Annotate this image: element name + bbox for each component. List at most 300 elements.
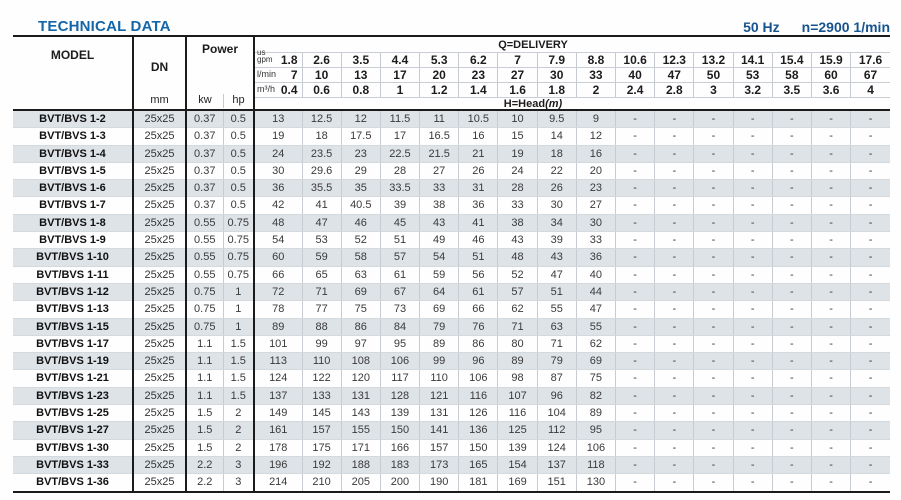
table-row bbox=[13, 422, 890, 439]
head-value-cell: 112 bbox=[537, 422, 576, 439]
head-value-cell: 171 bbox=[341, 439, 380, 456]
head-value-cell: 139 bbox=[498, 439, 537, 456]
head-value-cell: - bbox=[772, 110, 811, 128]
head-value-cell: 63 bbox=[341, 266, 380, 283]
head-value-cell: 12 bbox=[341, 110, 380, 128]
head-value-cell: - bbox=[772, 422, 811, 439]
head-unit-label: (m) bbox=[545, 97, 563, 110]
model-cell: BVT/BVS 1-36 bbox=[13, 474, 133, 492]
head-value-cell: - bbox=[811, 162, 850, 179]
head-value-cell: 34 bbox=[537, 214, 576, 231]
kw-cell: 0.55 bbox=[186, 232, 223, 249]
page-title: TECHNICAL DATA bbox=[38, 18, 171, 35]
head-value-cell: 39 bbox=[537, 232, 576, 249]
head-value-cell: - bbox=[694, 232, 733, 249]
table-row bbox=[13, 283, 890, 300]
head-value-cell: 9 bbox=[576, 110, 615, 128]
dn-cell: 25x25 bbox=[133, 301, 186, 318]
dn-cell: 25x25 bbox=[133, 318, 186, 335]
head-value-cell: 141 bbox=[420, 422, 459, 439]
head-value-cell: - bbox=[851, 128, 890, 145]
head-value-cell: 24 bbox=[254, 145, 302, 162]
model-cell: BVT/BVS 1-3 bbox=[13, 128, 133, 145]
head-value-cell: 43 bbox=[420, 214, 459, 231]
head-value-cell: 124 bbox=[537, 439, 576, 456]
hp-cell: 2 bbox=[223, 439, 254, 456]
head-value-cell: 10.5 bbox=[459, 110, 498, 128]
head-value-cell: 175 bbox=[302, 439, 341, 456]
model-cell: BVT/BVS 1-12 bbox=[13, 283, 133, 300]
head-value-cell: 47 bbox=[576, 301, 615, 318]
head-value-cell: - bbox=[811, 301, 850, 318]
head-value-cell: 61 bbox=[380, 266, 419, 283]
head-value-cell: - bbox=[733, 474, 772, 492]
flow-value: 3.5 bbox=[341, 52, 380, 67]
flow-value: 58 bbox=[772, 67, 811, 82]
head-value-cell: - bbox=[772, 353, 811, 370]
head-value-cell: - bbox=[772, 439, 811, 456]
head-value-cell: 13 bbox=[254, 110, 302, 128]
head-value-cell: 143 bbox=[341, 405, 380, 422]
head-value-cell: 55 bbox=[537, 301, 576, 318]
model-cell: BVT/BVS 1-19 bbox=[13, 353, 133, 370]
kw-cell: 1.5 bbox=[186, 439, 223, 456]
head-value-cell: 173 bbox=[420, 456, 459, 473]
head-value-cell: 78 bbox=[254, 301, 302, 318]
model-cell: BVT/BVS 1-4 bbox=[13, 145, 133, 162]
head-value-cell: 71 bbox=[498, 318, 537, 335]
kw-cell: 0.37 bbox=[186, 180, 223, 197]
dn-cell: 25x25 bbox=[133, 353, 186, 370]
head-value-cell: 66 bbox=[254, 266, 302, 283]
head-value-cell: 23 bbox=[576, 180, 615, 197]
head-value-cell: 69 bbox=[420, 301, 459, 318]
hp-cell: 1 bbox=[223, 318, 254, 335]
head-value-cell: - bbox=[772, 456, 811, 473]
head-value-cell: - bbox=[811, 474, 850, 492]
head-value-cell: - bbox=[811, 145, 850, 162]
head-value-cell: - bbox=[733, 162, 772, 179]
head-value-cell: 200 bbox=[380, 474, 419, 492]
head-value-cell: - bbox=[655, 439, 694, 456]
head-value-cell: 110 bbox=[302, 353, 341, 370]
hp-cell: 2 bbox=[223, 422, 254, 439]
head-value-cell: 40.5 bbox=[341, 197, 380, 214]
head-value-cell: - bbox=[655, 232, 694, 249]
head-value-cell: 136 bbox=[459, 422, 498, 439]
head-value-cell: 11 bbox=[420, 110, 459, 128]
head-value-cell: 43 bbox=[537, 249, 576, 266]
head-value-cell: 31 bbox=[459, 180, 498, 197]
flow-value: 10.6 bbox=[616, 52, 655, 67]
head-value-cell: 29 bbox=[341, 162, 380, 179]
head-value-cell: 26 bbox=[537, 180, 576, 197]
table-row bbox=[13, 405, 890, 422]
head-value-cell: 67 bbox=[380, 283, 419, 300]
table-row bbox=[13, 370, 890, 387]
head-value-cell: 46 bbox=[341, 214, 380, 231]
head-value-cell: 131 bbox=[420, 405, 459, 422]
head-value-cell: - bbox=[616, 266, 655, 283]
hp-cell: 3 bbox=[223, 474, 254, 492]
head-value-cell: 82 bbox=[576, 387, 615, 404]
model-cell: BVT/BVS 1-5 bbox=[13, 162, 133, 179]
kw-cell: 0.55 bbox=[186, 249, 223, 266]
dn-cell: 25x25 bbox=[133, 456, 186, 473]
head-value-cell: - bbox=[851, 353, 890, 370]
head-value-cell: 60 bbox=[254, 249, 302, 266]
table-row bbox=[13, 456, 890, 473]
head-value-cell: - bbox=[733, 283, 772, 300]
flow-value: 60 bbox=[811, 67, 850, 82]
flow-value: 53 bbox=[733, 67, 772, 82]
head-value-cell: - bbox=[811, 214, 850, 231]
head-value-cell: 28 bbox=[498, 180, 537, 197]
head-value-cell: 110 bbox=[420, 370, 459, 387]
head-value-cell: 12 bbox=[576, 128, 615, 145]
head-value-cell: 54 bbox=[254, 232, 302, 249]
dn-cell: 25x25 bbox=[133, 180, 186, 197]
head-value-cell: - bbox=[655, 405, 694, 422]
head-value-cell: - bbox=[851, 232, 890, 249]
kw-cell: 0.75 bbox=[186, 301, 223, 318]
hp-cell: 0.5 bbox=[223, 197, 254, 214]
head-value-cell: - bbox=[733, 197, 772, 214]
model-cell: BVT/BVS 1-9 bbox=[13, 232, 133, 249]
flow-unit-label: l/min bbox=[257, 69, 277, 79]
head-value-cell: 84 bbox=[380, 318, 419, 335]
head-value-cell: - bbox=[616, 110, 655, 128]
head-value-cell: - bbox=[851, 335, 890, 352]
head-value-cell: 75 bbox=[341, 301, 380, 318]
dn-cell: 25x25 bbox=[133, 145, 186, 162]
head-header-cell bbox=[254, 97, 890, 110]
head-value-cell: 51 bbox=[459, 249, 498, 266]
model-cell: BVT/BVS 1-13 bbox=[13, 301, 133, 318]
flow-unit-label: m³/h bbox=[257, 84, 275, 94]
head-value-cell: - bbox=[733, 301, 772, 318]
head-value-cell: - bbox=[655, 180, 694, 197]
head-value-cell: 75 bbox=[576, 370, 615, 387]
head-value-cell: 16 bbox=[576, 145, 615, 162]
table-row bbox=[13, 110, 890, 128]
hp-cell: 0.75 bbox=[223, 266, 254, 283]
head-value-cell: 77 bbox=[302, 301, 341, 318]
head-value-cell: - bbox=[694, 370, 733, 387]
hp-cell: 1.5 bbox=[223, 353, 254, 370]
flow-value: 47 bbox=[655, 67, 694, 82]
head-value-cell: 33 bbox=[576, 232, 615, 249]
head-value-cell: 65 bbox=[302, 266, 341, 283]
power-column-header bbox=[186, 36, 254, 110]
head-value-cell: - bbox=[851, 145, 890, 162]
hp-cell: 1.5 bbox=[223, 370, 254, 387]
head-value-cell: 61 bbox=[459, 283, 498, 300]
head-value-cell: 97 bbox=[341, 335, 380, 352]
head-value-cell: 30 bbox=[254, 162, 302, 179]
hp-cell: 0.5 bbox=[223, 145, 254, 162]
head-value-cell: 79 bbox=[537, 353, 576, 370]
head-value-cell: 120 bbox=[341, 370, 380, 387]
head-value-cell: 214 bbox=[254, 474, 302, 492]
head-value-cell: 86 bbox=[459, 335, 498, 352]
head-value-cell: 124 bbox=[254, 370, 302, 387]
head-value-cell: 40 bbox=[576, 266, 615, 283]
head-value-cell: - bbox=[851, 180, 890, 197]
model-cell: BVT/BVS 1-7 bbox=[13, 197, 133, 214]
table-header bbox=[13, 36, 890, 110]
head-value-cell: 36 bbox=[459, 197, 498, 214]
head-value-cell: - bbox=[733, 335, 772, 352]
head-value-cell: - bbox=[733, 422, 772, 439]
head-value-cell: - bbox=[655, 283, 694, 300]
head-value-cell: 51 bbox=[380, 232, 419, 249]
head-value-cell: 26 bbox=[459, 162, 498, 179]
head-value-cell: - bbox=[811, 197, 850, 214]
flow-value: 1.8 bbox=[537, 82, 576, 97]
head-value-cell: 128 bbox=[380, 387, 419, 404]
kw-cell: 1.1 bbox=[186, 353, 223, 370]
head-value-cell: 14 bbox=[537, 128, 576, 145]
head-value-cell: - bbox=[851, 422, 890, 439]
flow-value: 1 bbox=[380, 82, 419, 97]
head-value-cell: 73 bbox=[380, 301, 419, 318]
flow-value: 4 bbox=[851, 82, 890, 97]
head-value-cell: - bbox=[694, 387, 733, 404]
dn-cell: 25x25 bbox=[133, 266, 186, 283]
head-value-cell: - bbox=[772, 162, 811, 179]
head-value-cell: 38 bbox=[420, 197, 459, 214]
head-value-cell: 41 bbox=[459, 214, 498, 231]
head-value-cell: 210 bbox=[302, 474, 341, 492]
head-value-cell: - bbox=[733, 405, 772, 422]
flow-value: 27 bbox=[498, 67, 537, 82]
head-value-cell: - bbox=[616, 353, 655, 370]
technical-data-table bbox=[13, 35, 890, 493]
head-value-cell: 126 bbox=[459, 405, 498, 422]
head-value-cell: - bbox=[655, 318, 694, 335]
head-value-cell: - bbox=[694, 214, 733, 231]
head-value-cell: - bbox=[772, 474, 811, 492]
model-cell: BVT/BVS 1-10 bbox=[13, 249, 133, 266]
dn-cell: 25x25 bbox=[133, 197, 186, 214]
spec-labels bbox=[743, 19, 890, 35]
dn-column-header bbox=[133, 36, 186, 110]
kw-cell: 0.37 bbox=[186, 110, 223, 128]
kw-cell: 0.55 bbox=[186, 266, 223, 283]
head-value-cell: - bbox=[694, 110, 733, 128]
head-value-cell: 42 bbox=[254, 197, 302, 214]
head-value-cell: 62 bbox=[498, 301, 537, 318]
dn-cell: 25x25 bbox=[133, 110, 186, 128]
head-value-cell: 108 bbox=[341, 353, 380, 370]
table-row bbox=[13, 214, 890, 231]
head-value-cell: 99 bbox=[302, 335, 341, 352]
head-value-cell: 62 bbox=[576, 335, 615, 352]
hp-cell: 0.5 bbox=[223, 162, 254, 179]
head-value-cell: 116 bbox=[459, 387, 498, 404]
model-cell: BVT/BVS 1-17 bbox=[13, 335, 133, 352]
head-value-cell: - bbox=[733, 214, 772, 231]
head-value-cell: 196 bbox=[254, 456, 302, 473]
head-value-cell: - bbox=[772, 387, 811, 404]
head-value-cell: - bbox=[772, 197, 811, 214]
head-value-cell: 16.5 bbox=[420, 128, 459, 145]
head-value-cell: 9.5 bbox=[537, 110, 576, 128]
table-row bbox=[13, 439, 890, 456]
flow-value: 0.6 bbox=[302, 82, 341, 97]
kw-cell: 0.37 bbox=[186, 197, 223, 214]
head-value-cell: 49 bbox=[420, 232, 459, 249]
head-value-cell: 19 bbox=[254, 128, 302, 145]
head-value-cell: - bbox=[655, 162, 694, 179]
head-value-cell: - bbox=[616, 162, 655, 179]
head-value-cell: - bbox=[655, 456, 694, 473]
flow-value: 2 bbox=[576, 82, 615, 97]
head-label: H=Head(m) bbox=[503, 97, 563, 110]
model-column-header: MODEL bbox=[13, 36, 133, 110]
flow-value: 10 bbox=[302, 67, 341, 82]
head-value-cell: 17 bbox=[380, 128, 419, 145]
head-value-cell: - bbox=[694, 180, 733, 197]
head-value-cell: 72 bbox=[254, 283, 302, 300]
head-value-cell: 35 bbox=[341, 180, 380, 197]
head-value-cell: - bbox=[694, 266, 733, 283]
head-value-cell: 63 bbox=[537, 318, 576, 335]
head-value-cell: 48 bbox=[254, 214, 302, 231]
flow-value: 23 bbox=[459, 67, 498, 82]
head-value-cell: - bbox=[616, 370, 655, 387]
hp-cell: 0.5 bbox=[223, 128, 254, 145]
head-value-cell: - bbox=[655, 214, 694, 231]
head-value-cell: - bbox=[851, 301, 890, 318]
head-value-cell: - bbox=[811, 128, 850, 145]
model-cell: BVT/BVS 1-6 bbox=[13, 180, 133, 197]
head-value-cell: - bbox=[694, 128, 733, 145]
table-row bbox=[13, 335, 890, 352]
kw-cell: 1.5 bbox=[186, 405, 223, 422]
head-value-cell: 11.5 bbox=[380, 110, 419, 128]
head-value-cell: 150 bbox=[459, 439, 498, 456]
head-value-cell: 22 bbox=[537, 162, 576, 179]
hp-cell: 1.5 bbox=[223, 335, 254, 352]
dn-cell: 25x25 bbox=[133, 387, 186, 404]
head-value-cell: - bbox=[851, 162, 890, 179]
kw-cell: 0.37 bbox=[186, 145, 223, 162]
dn-cell: 25x25 bbox=[133, 162, 186, 179]
head-value-cell: - bbox=[811, 456, 850, 473]
head-value-cell: 106 bbox=[576, 439, 615, 456]
head-value-cell: - bbox=[733, 110, 772, 128]
kw-cell: 0.37 bbox=[186, 162, 223, 179]
head-value-cell: - bbox=[694, 318, 733, 335]
head-value-cell: - bbox=[772, 128, 811, 145]
kw-cell: 0.75 bbox=[186, 318, 223, 335]
flow-value: 2.6 bbox=[302, 52, 341, 67]
head-value-cell: - bbox=[694, 456, 733, 473]
head-value-cell: - bbox=[694, 249, 733, 266]
kw-cell: 2.2 bbox=[186, 474, 223, 492]
head-value-cell: 33 bbox=[420, 180, 459, 197]
power-unit-kw: kw bbox=[187, 94, 224, 108]
flow-value: 3.6 bbox=[811, 82, 850, 97]
head-value-cell: 56 bbox=[459, 266, 498, 283]
head-value-cell: - bbox=[811, 353, 850, 370]
model-cell: BVT/BVS 1-11 bbox=[13, 266, 133, 283]
head-value-cell: - bbox=[733, 353, 772, 370]
head-value-cell: 87 bbox=[537, 370, 576, 387]
head-value-cell: 96 bbox=[537, 387, 576, 404]
flow-value: 15.4 bbox=[772, 52, 811, 67]
model-cell: BVT/BVS 1-23 bbox=[13, 387, 133, 404]
head-value-cell: - bbox=[851, 439, 890, 456]
head-value-cell: - bbox=[851, 214, 890, 231]
flow-value: 33 bbox=[576, 67, 615, 82]
dn-cell: 25x25 bbox=[133, 128, 186, 145]
head-value-cell: - bbox=[733, 232, 772, 249]
table-row bbox=[13, 266, 890, 283]
dn-cell: 25x25 bbox=[133, 232, 186, 249]
hp-cell: 2 bbox=[223, 405, 254, 422]
table-row bbox=[13, 180, 890, 197]
head-value-cell: 15 bbox=[498, 128, 537, 145]
head-value-cell: - bbox=[733, 128, 772, 145]
head-value-cell: - bbox=[616, 387, 655, 404]
flow-value: 0.4 bbox=[280, 82, 298, 97]
head-value-cell: 205 bbox=[341, 474, 380, 492]
flow-value: 17 bbox=[380, 67, 419, 82]
head-value-cell: 121 bbox=[420, 387, 459, 404]
head-value-cell: 169 bbox=[498, 474, 537, 492]
table-row bbox=[13, 145, 890, 162]
head-value-cell: - bbox=[811, 266, 850, 283]
flow-value: 7 bbox=[498, 52, 537, 67]
flow-value: 13.2 bbox=[694, 52, 733, 67]
head-value-cell: - bbox=[694, 197, 733, 214]
head-value-cell: 54 bbox=[420, 249, 459, 266]
head-value-cell: 157 bbox=[420, 439, 459, 456]
head-value-cell: 51 bbox=[537, 283, 576, 300]
kw-cell: 1.5 bbox=[186, 422, 223, 439]
head-value-cell: - bbox=[616, 214, 655, 231]
flow-unit-cell bbox=[254, 47, 302, 67]
head-value-cell: - bbox=[851, 318, 890, 335]
model-cell: BVT/BVS 1-15 bbox=[13, 318, 133, 335]
head-value-cell: 106 bbox=[380, 353, 419, 370]
head-value-cell: 57 bbox=[380, 249, 419, 266]
head-value-cell: 183 bbox=[380, 456, 419, 473]
flow-value: 12.3 bbox=[655, 52, 694, 67]
head-value-cell: - bbox=[851, 266, 890, 283]
dn-cell: 25x25 bbox=[133, 249, 186, 266]
head-value-cell: 27 bbox=[576, 197, 615, 214]
hp-cell: 1.5 bbox=[223, 387, 254, 404]
dn-cell: 25x25 bbox=[133, 439, 186, 456]
table-body bbox=[13, 110, 890, 492]
head-value-cell: 52 bbox=[341, 232, 380, 249]
flow-value: 20 bbox=[420, 67, 459, 82]
head-value-cell: 155 bbox=[341, 422, 380, 439]
head-value-cell: - bbox=[616, 474, 655, 492]
head-value-cell: 20 bbox=[576, 162, 615, 179]
head-value-cell: 80 bbox=[498, 335, 537, 352]
head-value-cell: 39 bbox=[380, 197, 419, 214]
head-value-cell: - bbox=[851, 405, 890, 422]
head-value-cell: - bbox=[616, 318, 655, 335]
head-value-cell: 33.5 bbox=[380, 180, 419, 197]
table-row bbox=[13, 162, 890, 179]
head-value-cell: 145 bbox=[302, 405, 341, 422]
